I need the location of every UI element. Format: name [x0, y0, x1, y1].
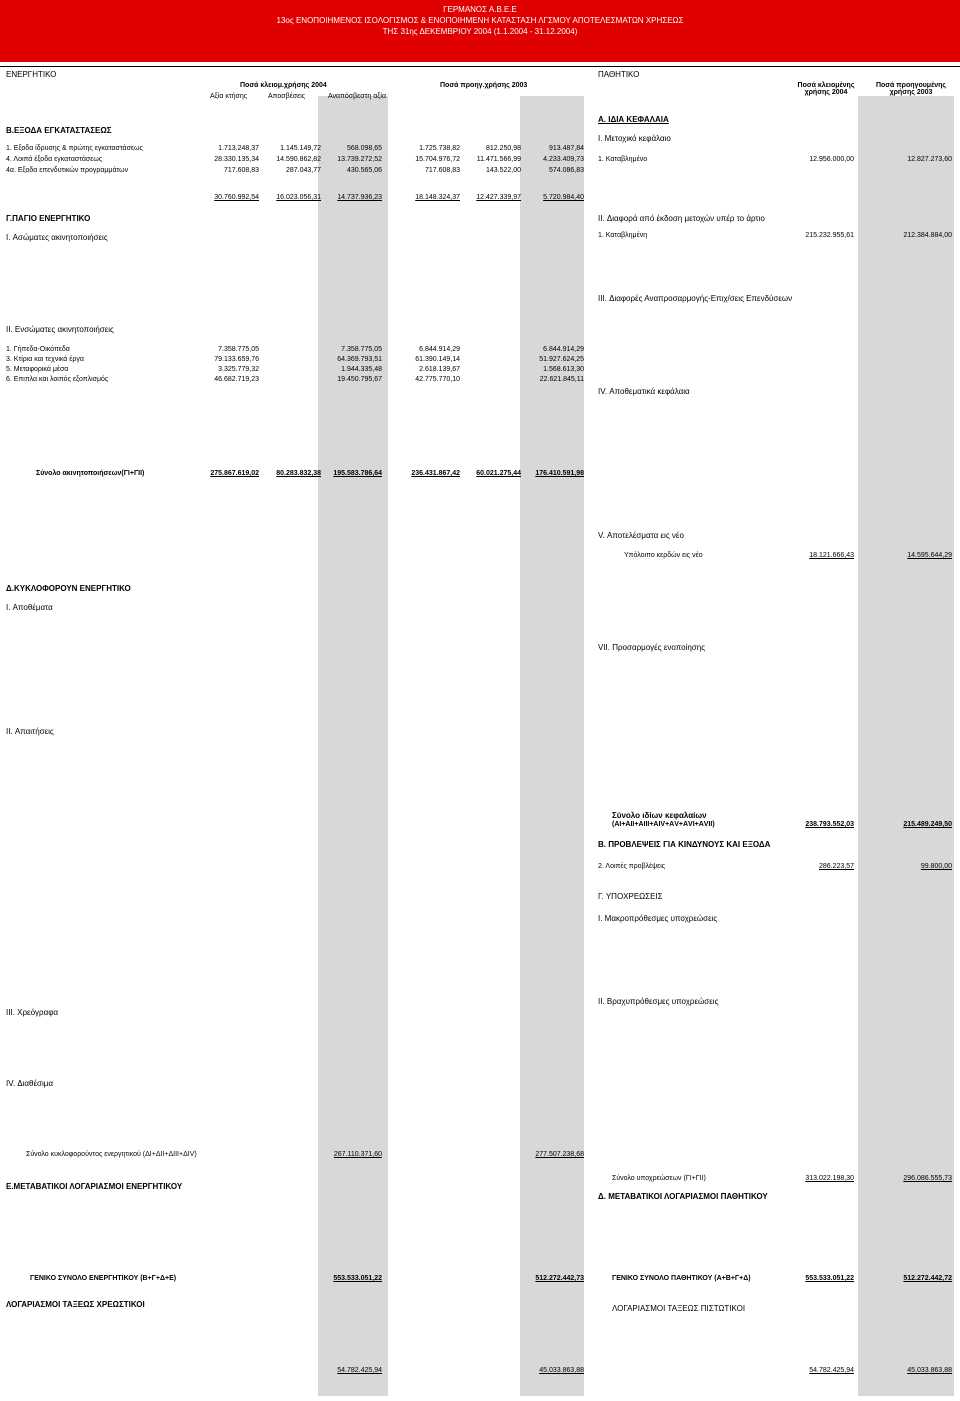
assets-g-ii-value-pa: 42.775.770,10 — [415, 376, 460, 383]
assets-b-value-pa: 1.725.738,82 — [419, 145, 460, 152]
liab-memo-total-current: 54.782.425,94 — [809, 1367, 854, 1374]
assets-g-ii-value-pn: 1.568.613,30 — [543, 366, 584, 373]
current-total-net: 267.110.371,60 — [333, 1151, 382, 1158]
divider — [0, 66, 960, 67]
assets-d-iv: IV. Διαθέσιμα — [6, 1079, 53, 1088]
assets-g-ii-value-n: 1.944.335,48 — [341, 366, 382, 373]
company-name: ΓΕΡΜΑΝΟΣ Α.Β.Ε.Ε — [443, 5, 517, 14]
fixed-total-prev-dep: 60.021.275,44 — [476, 470, 521, 477]
liab-b-2-current: 286.223,57 — [818, 863, 854, 870]
col-liab-previous: Ποσά προηγουμένης χρήσης 2003 — [875, 82, 947, 96]
assets-b-value-pn: 574.086,83 — [548, 167, 584, 174]
liab-a-i-1-label: 1. Καταβλημένο — [598, 156, 648, 163]
equity-total-row — [598, 820, 954, 830]
assets-g-ii-value-a: 46.682.719,23 — [214, 376, 259, 383]
assets-b-value-n: 568.098,65 — [346, 145, 382, 152]
assets-b-value-pd: 11.471.566,99 — [476, 156, 521, 163]
assets-b-total-n: 14.737.936,23 — [337, 194, 382, 201]
liab-a-i-1-row — [598, 155, 954, 165]
assets-g-ii-row — [6, 365, 586, 375]
liab-a-ii-1-label: 1. Καταβλημένη — [598, 232, 648, 239]
col-acquisition: Αξία κτήσης — [210, 93, 248, 100]
liab-a-ii-1-current: 215.232.955,61 — [805, 232, 854, 239]
liab-memo-total-previous: 45.033.863,88 — [907, 1367, 952, 1374]
assets-b-label: 4. Λοιπά έξοδα εγκαταστάσεως — [6, 156, 103, 163]
liab-a-i: I. Μετοχικό κεφάλαιο — [598, 134, 671, 143]
liab-a-vii: VII. Προσαρμογές ενοποίησης — [598, 643, 706, 652]
assets-g-title: Γ.ΠΑΓΙΟ ΕΝΕΡΓΗΤΙΚΟ — [6, 214, 91, 223]
assets-e-title: Ε.ΜΕΤΑΒΑΤΙΚΟΙ ΛΟΓΑΡΙΑΣΜΟΙ ΕΝΕΡΓΗΤΙΚΟΥ — [6, 1182, 183, 1191]
fixed-total-acq: 275.867.619,02 — [210, 470, 259, 477]
liab-b-2-previous: 99.800,00 — [920, 863, 952, 870]
fixed-total-prev-net: 176.410.591,98 — [535, 470, 584, 477]
liab-grand-total-label: ΓΕΝΙΚΟ ΣΥΝΟΛΟ ΠΑΘΗΤΙΚΟΥ (Α+Β+Γ+Δ) — [612, 1275, 751, 1282]
assets-b-total-d: 16.023.056,31 — [276, 194, 321, 201]
liab-b-title: Β. ΠΡΟΒΛΕΨΕΙΣ ΓΙΑ ΚΙΝΔΥΝΟΥΣ ΚΑΙ ΕΞΟΔΑ — [598, 840, 771, 849]
report-period: ΤΗΣ 31ης ΔΕΚΕΜΒΡΙΟΥ 2004 (1.1.2004 - 31.12.2004) — [382, 27, 578, 36]
fixed-total-dep: 80.283.832,38 — [276, 470, 321, 477]
assets-b-value-n: 13.739.272,52 — [337, 156, 382, 163]
liab-a-v-1-row — [598, 551, 954, 561]
assets-b-total-row — [6, 193, 586, 203]
assets-b-value-pa: 15.704.976,72 — [415, 156, 460, 163]
liab-memo-total-row — [598, 1366, 954, 1376]
fixed-total-net: 195.583.786,64 — [333, 470, 382, 477]
liab-b-2-label: 2. Λοιπές προβλέψεις — [598, 863, 666, 870]
assets-g-ii-value-n: 7.358.775,05 — [341, 346, 382, 353]
report-title: 13ος ΕΝΟΠΟΙΗΜΕΝΟΣ ΙΣΟΛΟΓΙΣΜΟΣ & ΕΝΟΠΟΙΗΜΕΝΗ ΚΑΤΑΣΤΑΣΗ ΛΓΣΜΟΥ ΑΠΟΤΕΛΕΣΜΑΤΩΝ ΧΡΗΣΕΩΣ — [276, 16, 684, 25]
liab-memo-title: ΛΟΓΑΡΙΑΣΜΟΙ ΤΑΞΕΩΣ ΠΙΣΤΩΤΙΚΟΙ — [612, 1304, 746, 1313]
shade-net-previous — [520, 96, 584, 1396]
assets-heading: ΕΝΕΡΓΗΤΙΚΟ — [6, 70, 57, 79]
liab-grand-total-row — [598, 1274, 954, 1284]
assets-grand-total-row — [6, 1274, 586, 1284]
assets-g-ii-value-pn: 51.927.624,25 — [539, 356, 584, 363]
assets-g-ii-label: 6. Επιπλα και λοιπός εξοπλισμός — [6, 376, 109, 383]
liab-g-title: Γ. ΥΠΟΧΡΕΩΣΕΙΣ — [598, 892, 663, 901]
assets-b-row — [6, 155, 586, 165]
liab-a-iv: IV. Αποθεματικά κεφάλαια — [598, 387, 690, 396]
fixed-total-prev-acq: 236.431.867,42 — [411, 470, 460, 477]
assets-g-ii-value-pn: 22.621.845,11 — [539, 376, 584, 383]
assets-b-row — [6, 144, 586, 154]
assets-b-value-pn: 4.233.409,73 — [543, 156, 584, 163]
equity-total-label2: (ΑΙ+ΑΙΙ+ΑΙΙΙ+ΑΙV+ΑV+ΑVI+ΑVII) — [612, 821, 715, 828]
assets-memo-total-row — [6, 1366, 586, 1376]
current-total-label: Σύνολο κυκλοφορούντος ενεργητικού (ΔΙ+ΔΙΙ+ΔΙΙΙ+ΔΙV) — [26, 1151, 197, 1158]
col-group-current: Ποσά κλειομ.χρήσης 2004 — [240, 82, 327, 89]
assets-b-value-d: 287.043,77 — [285, 167, 321, 174]
assets-g-ii-value-pa: 61.390.149,14 — [415, 356, 460, 363]
assets-grand-total-prev: 512.272.442,73 — [535, 1275, 584, 1282]
assets-b-total-pn: 5.720.984,40 — [543, 194, 584, 201]
liab-total-previous: 296.086.555,73 — [903, 1175, 952, 1182]
equity-total-previous: 215.489.249,50 — [903, 821, 952, 828]
assets-d-i: I. Αποθέματα — [6, 603, 53, 612]
assets-g-ii-label: 5. Μεταφορικά μέσα — [6, 366, 69, 373]
assets-b-label: 4α. Εξοδα επενδυτικών προγραμμάτων — [6, 167, 129, 174]
liab-a-i-1-previous: 12.827.273,60 — [907, 156, 952, 163]
assets-b-value-a: 717.608,83 — [223, 167, 259, 174]
assets-d-ii: II. Απαιτήσεις — [6, 727, 54, 736]
assets-g-ii-value-a: 7.358.775,05 — [218, 346, 259, 353]
assets-g-ii-value-n: 64.369.793,51 — [337, 356, 382, 363]
current-total-prev: 277.507.238,68 — [535, 1151, 584, 1158]
assets-b-value-pa: 717.608,83 — [424, 167, 460, 174]
assets-g-i: I. Ασώματες ακινητοποιήσεις — [6, 233, 108, 242]
assets-g-ii: II. Ενσώματες ακινητοποιήσεις — [6, 325, 114, 334]
liab-total-row — [598, 1174, 954, 1184]
liabilities-heading: ΠΑΘΗΤΙΚΟ — [598, 70, 640, 79]
col-depreciation: Αποσβέσεις — [268, 93, 306, 100]
assets-g-ii-value-a: 3.325.779,32 — [218, 366, 259, 373]
col-net: Αναπόσβεστη αξία — [328, 93, 386, 100]
assets-b-value-pn: 913.487,84 — [548, 145, 584, 152]
liab-grand-total-previous: 512.272.442,72 — [903, 1275, 952, 1282]
assets-memo-title: ΛΟΓΑΡΙΑΣΜΟΙ ΤΑΞΕΩΣ ΧΡΕΩΣΤΙΚΟΙ — [6, 1300, 145, 1309]
assets-b-value-n: 430.565,06 — [346, 167, 382, 174]
assets-b-total-a: 30.760.992,54 — [214, 194, 259, 201]
liab-total-label: Σύνολο υποχρεώσεων (ΓΙ+ΓΙΙ) — [612, 1175, 706, 1182]
assets-g-ii-value-pa: 6.844.914,29 — [419, 346, 460, 353]
assets-g-ii-value-pa: 2.618.139,67 — [419, 366, 460, 373]
assets-g-ii-label: 3. Κτίρια και τεχνικά έργα — [6, 356, 84, 363]
liab-a-title: Α. ΙΔΙΑ ΚΕΦΑΛΑΙΑ — [598, 115, 669, 124]
shade-liab-previous — [858, 96, 954, 1396]
assets-g-ii-value-pn: 6.844.914,29 — [543, 346, 584, 353]
assets-b-value-d: 1.145.149,72 — [280, 145, 321, 152]
current-assets-total-row — [6, 1150, 586, 1160]
report-banner — [0, 0, 960, 62]
liab-total-current: 313.022.198,30 — [805, 1175, 854, 1182]
liab-a-iii: III. Διαφορές Αναπροσαρμογής-Επιχ/σεις Επενδύσεων — [598, 294, 793, 303]
assets-g-ii-row — [6, 345, 586, 355]
assets-g-ii-row — [6, 355, 586, 365]
equity-total-label: Σύνολο ιδίων κεφαλαίων — [612, 811, 707, 820]
equity-total-current: 238.793.552,03 — [805, 821, 854, 828]
col-group-previous: Ποσά προηγ.χρήσης 2003 — [440, 82, 528, 89]
liab-a-v: V. Αποτελέσματα εις νέο — [598, 531, 684, 540]
liab-a-v-1-current: 18.121.666,43 — [809, 552, 854, 559]
assets-d-title: Δ.ΚΥΚΛΟΦΟΡΟΥΝ ΕΝΕΡΓΗΤΙΚΟ — [6, 584, 131, 593]
assets-d-iii: III. Χρεόγραφα — [6, 1008, 59, 1017]
assets-b-value-a: 28.330.135,34 — [214, 156, 259, 163]
liab-a-v-1-previous: 14.595.644,29 — [907, 552, 952, 559]
fixed-total-label: Σύνολο ακινητοποιήσεων(ΓΙ+ΓΙΙ) — [36, 470, 145, 477]
fixed-assets-total-row — [6, 469, 586, 479]
liab-a-ii-1-row — [598, 231, 954, 241]
assets-b-value-a: 1.713.248,37 — [218, 145, 259, 152]
assets-memo-total-prev: 45.033.863,88 — [539, 1367, 584, 1374]
liab-b-2-row — [598, 862, 954, 872]
assets-b-row — [6, 166, 586, 176]
assets-memo-total: 54.782.425,94 — [337, 1367, 382, 1374]
assets-grand-total-label: ΓΕΝΙΚΟ ΣΥΝΟΛΟ ΕΝΕΡΓΗΤΙΚΟΥ (Β+Γ+Δ+Ε) — [30, 1275, 177, 1282]
liab-a-v-1-label: Υπόλοιπο κερδών εις νέο — [624, 552, 703, 559]
assets-b-label: 1. Εξοδα ίδρυσης & πρώτης εγκαταστάσεως — [6, 145, 143, 152]
liab-grand-total-current: 553.533.051,22 — [805, 1275, 854, 1282]
assets-grand-total-net: 553.533.051,22 — [333, 1275, 382, 1282]
assets-b-value-d: 14.590.862,82 — [276, 156, 321, 163]
liab-g-i: I. Μακροπρόθεσμες υποχρεώσεις — [598, 914, 718, 923]
liab-d-title: Δ. ΜΕΤΑΒΑΤΙΚΟΙ ΛΟΓΑΡΙΑΣΜΟΙ ΠΑΘΗΤΙΚΟΥ — [598, 1192, 768, 1201]
liab-g-ii: II. Βραχυπρόθεσμες υποχρεώσεις — [598, 997, 719, 1006]
assets-g-ii-label: 1. Γήπεδα-Οικόπεδα — [6, 346, 70, 353]
liab-a-ii: II. Διαφορά από έκδοση μετοχών υπέρ το άρτιο — [598, 214, 765, 223]
assets-g-ii-row — [6, 375, 586, 385]
assets-g-ii-value-n: 19.450.795,67 — [337, 376, 382, 383]
assets-b-value-pd: 143.522,00 — [485, 167, 521, 174]
assets-b-total-pa: 18.148.324,37 — [415, 194, 460, 201]
liab-a-ii-1-previous: 212.384.884,00 — [903, 232, 952, 239]
assets-g-ii-value-a: 79.133.659,76 — [214, 356, 259, 363]
assets-b-value-pd: 812.250,98 — [485, 145, 521, 152]
shade-net-current — [318, 96, 388, 1396]
assets-b-total-pd: 12.427.339,97 — [476, 194, 521, 201]
liab-a-i-1-current: 12.956.000,00 — [809, 156, 854, 163]
col-liab-current: Ποσά κλειομένης χρήσης 2004 — [797, 82, 855, 96]
assets-b-title: Β.ΕΞΟΔΑ ΕΓΚΑΤΑΣΤΑΣΕΩΣ — [6, 126, 112, 135]
